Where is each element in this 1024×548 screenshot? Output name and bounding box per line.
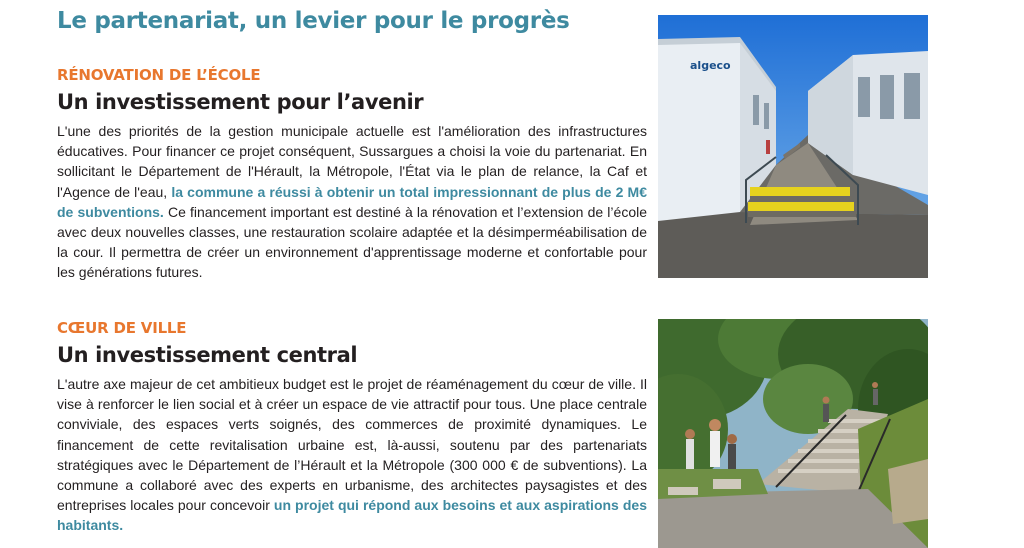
page-title: Le partenariat, un levier pour le progrès [57,8,570,34]
body-text-start: L'autre axe majeur de cet ambitieux budget est le projet de réaménagement du cœur de ville. Il vise à renforcer le lien social et à créer un espace de vie attractif pour tous. Une place centrale conviviale, des espaces verts soignés, des commerces de proximité dynamiques. Le financement de cette revitalisation urbaine est, là-aussi, soutenu par des partenariats stratégiques avec le Département de l’Hérault et la Métropole (300 000 € de subventions). La commune a collaboré avec des experts en urbanisme, des architectes paysagistes et des entreprises locales pour concevoir [57,376,647,514]
modular-sign-text: algeco [690,59,731,72]
body-highlight: la commune a réussi à obtenir un total impressionnant de plus de 2 M€ de subventions. [57,183,647,220]
section-body [57,121,647,283]
section-kicker: RÉNOVATION DE L’ÉCOLE [57,66,261,84]
section-headline: Un investissement central [57,343,358,367]
photo-town-center-rendering [658,319,928,548]
photo-modular-classrooms [658,15,928,278]
body-highlight: un projet qui répond aux besoins et aux aspirations des habitants. [57,497,647,534]
section-school-renovation [57,66,647,283]
body-text-start: L'une des priorités de la gestion municipale actuelle est l'amélioration des infrastructures éducatives. Pour financer ce projet conséquent, Sussargues a choisi la voie du partenariat. En sollicitant le Département de l'Hérault, la Métropole, l'État via le plan de relance, la Caf et l'Agence de l'eau, [57,123,647,200]
section-kicker: CŒUR DE VILLE [57,319,187,337]
section-headline: Un investissement pour l’avenir [57,90,424,114]
section-town-center [57,319,647,536]
town-center-illustration [658,319,928,548]
modular-classrooms-illustration [658,15,928,278]
body-text-end: Ce financement important est destiné à la rénovation et l’extension de l’école avec deux nouvelles classes, une restauration scolaire adaptée et la désimperméabilisation de la cour. Il permettra de créer un environnement d'apprentissage moderne et confortable pour les générations futures. [57,203,647,281]
section-body [57,374,647,536]
